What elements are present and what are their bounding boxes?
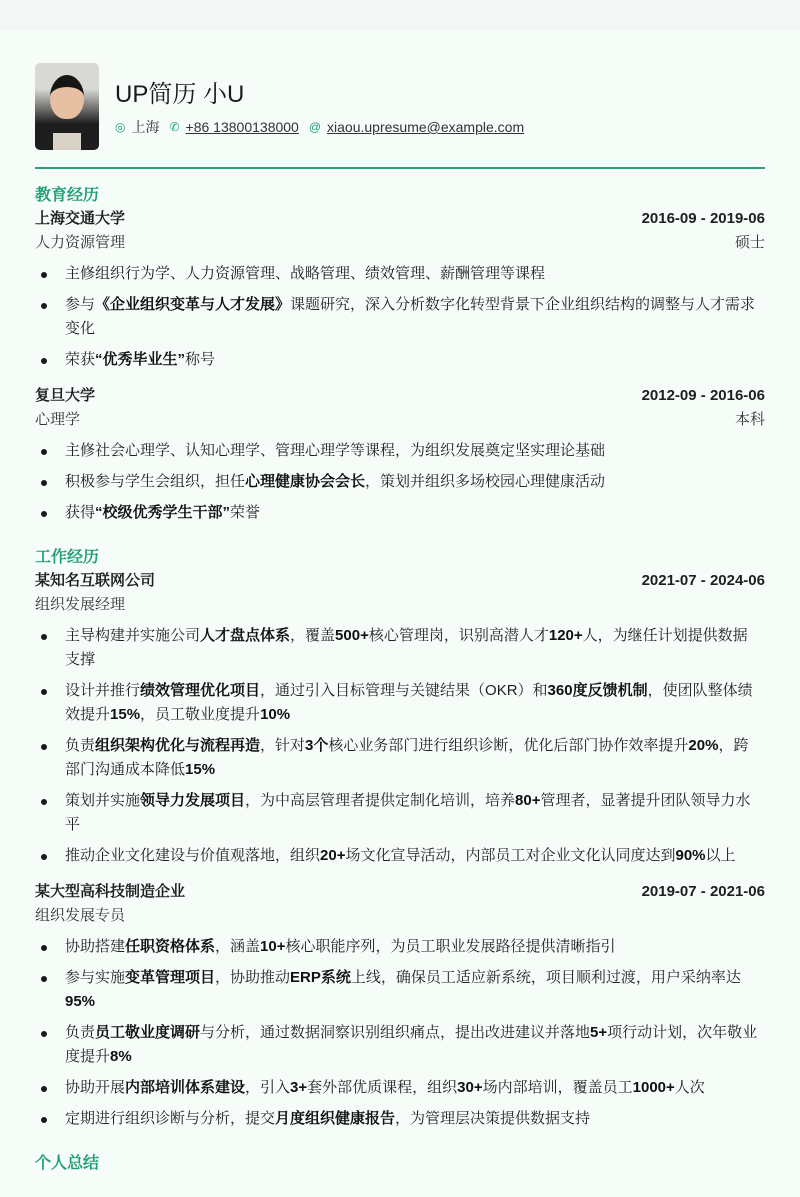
date-range: 2019-07 - 2021-06: [641, 883, 765, 900]
bullet-text: 与分析，通过数据洞察识别组织痛点，提出改进建议并落地: [200, 1024, 591, 1041]
bullet-text: ，通过引入目标管理与关键结果（OKR）和: [260, 682, 548, 699]
highlight-text: 3+: [290, 1079, 308, 1096]
bullet-text: 参与实施: [65, 969, 126, 986]
avatar-photo: [35, 63, 99, 150]
date-range: 2016-09 - 2019-06: [641, 210, 765, 227]
section-title: 教育经历: [35, 187, 100, 204]
resume-section: [35, 547, 765, 1131]
location-text: 上海: [131, 119, 160, 135]
bullet-text: ，使团队整体绩效提升: [65, 682, 753, 723]
highlight-text: 1000+: [632, 1079, 675, 1096]
bullet-text: 场文化宣导活动，内部员工对企业文化认同度达到: [345, 847, 676, 864]
section-title: 工作经历: [35, 549, 100, 566]
resume-section: [35, 185, 765, 525]
role-title: 组织发展专员: [35, 907, 126, 924]
highlight-text: 10%: [260, 706, 291, 723]
entry-sub-row: [35, 904, 765, 928]
location-pin-icon: ◎: [115, 120, 126, 134]
bullet-text: 负责: [65, 1024, 96, 1041]
bullet-item: [35, 935, 765, 959]
bullet-text: 协助搭建: [65, 938, 126, 955]
bullet-text: 称号: [185, 351, 216, 368]
entry-sub-row: [35, 231, 765, 255]
highlight-text: 30+: [457, 1079, 483, 1096]
highlight-text: 员工敬业度调研: [95, 1024, 201, 1041]
bullet-text: ，引入: [245, 1079, 291, 1096]
bullet-item: [35, 734, 765, 782]
bullet-text: 主修社会心理学、认知心理学、管理心理学等课程，为组织发展奠定坚实理论基础: [65, 442, 606, 459]
bullet-item: [35, 501, 765, 525]
bullet-text: ，涵盖: [215, 938, 261, 955]
highlight-text: 15%: [185, 761, 216, 778]
bullet-item: [35, 1076, 765, 1100]
entry-header-row: [35, 569, 765, 593]
bullet-text: ，覆盖: [290, 627, 336, 644]
bullet-text: 荣获: [65, 351, 96, 368]
organization-name: 某大型高科技制造企业: [35, 883, 186, 900]
role-title: 人力资源管理: [35, 234, 126, 251]
date-range: 2012-09 - 2016-06: [641, 387, 765, 404]
bullet-list: [35, 439, 765, 525]
bullet-item: [35, 679, 765, 727]
bullet-item: [35, 1107, 765, 1131]
top-bar: [0, 0, 800, 30]
highlight-text: ERP系统: [290, 969, 351, 986]
highlight-text: 绩效管理优化项目: [140, 682, 261, 699]
role-title: 组织发展经理: [35, 596, 126, 613]
bullet-text: 负责: [65, 737, 96, 754]
section-title: 个人总结: [35, 1155, 100, 1172]
bullet-text: 课题研究，深入分析数字化转型背景下企业组织结构的调整与人才需求变化: [65, 296, 756, 337]
bullet-text: 上线，确保员工适应新系统，项目顺利过渡，用户采纳率达: [350, 969, 741, 986]
entry-sub-row: [35, 408, 765, 432]
resume-header: [35, 63, 534, 150]
role-title: 心理学: [35, 411, 81, 428]
bullet-text: 协助开展: [65, 1079, 126, 1096]
bullet-text: 获得: [65, 504, 96, 521]
entry-header-row: [35, 207, 765, 231]
bullet-item: [35, 789, 765, 837]
resume-entry: [35, 880, 765, 1131]
resume-content: [35, 185, 765, 1197]
highlight-text: 20%: [688, 737, 719, 754]
highlight-text: 3个: [305, 737, 329, 754]
bullet-text: 积极参与学生会组织，担任: [65, 473, 246, 490]
highlight-text: 90%: [675, 847, 706, 864]
bullet-text: 荣誉: [230, 504, 261, 521]
bullet-text: 主导构建并实施公司: [65, 627, 201, 644]
bullet-item: [35, 1021, 765, 1069]
bullet-text: 人次: [674, 1079, 705, 1096]
bullet-list: [35, 624, 765, 868]
organization-name: 某知名互联网公司: [35, 572, 156, 589]
bullet-text: 以上: [705, 847, 736, 864]
phone-icon: ✆: [169, 120, 180, 134]
bullet-item: [35, 439, 765, 463]
bullet-text: 主修组织行为学、人力资源管理、战略管理、绩效管理、薪酬管理等课程: [65, 265, 546, 282]
candidate-name: UP简历 小U: [115, 81, 245, 108]
highlight-text: 95%: [65, 993, 96, 1010]
bullet-text: ，为中高层管理者提供定制化培训，培养: [245, 792, 516, 809]
bullet-text: 核心业务部门进行组织诊断，优化后部门协作效率提升: [328, 737, 689, 754]
bullet-text: ，策划并组织多场校园心理健康活动: [365, 473, 606, 490]
bullet-text: ，跨部门沟通成本降低: [65, 737, 749, 778]
organization-name: 复旦大学: [35, 387, 96, 404]
highlight-text: 120+: [548, 627, 583, 644]
bullet-text: 人，为继任计划提供数据支撑: [65, 627, 748, 668]
email-icon: @: [308, 120, 322, 134]
bullet-item: [35, 293, 765, 341]
resume-entry: [35, 207, 765, 372]
entry-header-row: [35, 880, 765, 904]
bullet-item: [35, 844, 765, 868]
bullet-text: ，为管理层决策提供数据支持: [395, 1110, 591, 1127]
highlight-text: 内部培训体系建设: [125, 1079, 246, 1096]
highlight-text: 变革管理项目: [125, 969, 216, 986]
bullet-item: [35, 624, 765, 672]
bullet-text: 策划并实施: [65, 792, 141, 809]
bullet-item: [35, 262, 765, 286]
email-link[interactable]: xiaou.upresume@example.com: [327, 119, 525, 135]
bullet-item: [35, 470, 765, 494]
header-divider: [35, 167, 765, 169]
bullet-text: 设计并推行: [65, 682, 141, 699]
highlight-text: 80+: [515, 792, 541, 809]
phone-link[interactable]: +86 13800138000: [185, 119, 299, 135]
degree-label: 本科: [734, 411, 765, 428]
highlight-text: 15%: [110, 706, 141, 723]
highlight-text: 领导力发展项目: [140, 792, 246, 809]
bullet-text: 定期进行组织诊断与分析，提交: [65, 1110, 276, 1127]
highlight-text: 《企业组织变革与人才发展》: [95, 296, 291, 313]
bullet-text: ，协助推动: [215, 969, 291, 986]
highlight-text: 8%: [110, 1048, 132, 1065]
highlight-text: 20+: [320, 847, 346, 864]
resume-section: [35, 1153, 765, 1175]
highlight-text: 5+: [590, 1024, 608, 1041]
bullet-text: 核心管理岗，识别高潜人才: [368, 627, 549, 644]
bullet-text: 参与: [65, 296, 96, 313]
bullet-item: [35, 348, 765, 372]
degree-label: 硕士: [734, 234, 765, 251]
bullet-text: ，员工敬业度提升: [140, 706, 261, 723]
highlight-text: 任职资格体系: [125, 938, 216, 955]
organization-name: 上海交通大学: [35, 210, 126, 227]
resume-entry: [35, 569, 765, 868]
bullet-text: 场内部培训，覆盖员工: [482, 1079, 633, 1096]
bullet-item: [35, 966, 765, 1014]
highlight-text: “校级优秀学生干部”: [95, 504, 231, 521]
bullet-text: 套外部优质课程，组织: [307, 1079, 458, 1096]
bullet-text: 项行动计划，次年敬业度提升: [65, 1024, 758, 1065]
bullet-text: 管理者，显著提升团队领导力水平: [65, 792, 751, 833]
entry-sub-row: [35, 593, 765, 617]
bullet-text: 核心职能序列，为员工职业发展路径提供清晰指引: [285, 938, 616, 955]
date-range: 2021-07 - 2024-06: [641, 572, 765, 589]
highlight-text: 心理健康协会会长: [245, 473, 366, 490]
highlight-text: 10+: [260, 938, 286, 955]
highlight-text: 360度反馈机制: [547, 682, 648, 699]
bullet-list: [35, 935, 765, 1131]
highlight-text: 人才盘点体系: [200, 627, 291, 644]
highlight-text: “优秀毕业生”: [95, 351, 186, 368]
contact-info: [115, 117, 534, 137]
highlight-text: 组织架构优化与流程再造: [95, 737, 261, 754]
highlight-text: 月度组织健康报告: [275, 1110, 396, 1127]
highlight-text: 500+: [335, 627, 369, 644]
bullet-text: 推动企业文化建设与价值观落地，组织: [65, 847, 321, 864]
bullet-text: ，针对: [260, 737, 306, 754]
resume-entry: [35, 384, 765, 525]
bullet-list: [35, 262, 765, 372]
entry-header-row: [35, 384, 765, 408]
